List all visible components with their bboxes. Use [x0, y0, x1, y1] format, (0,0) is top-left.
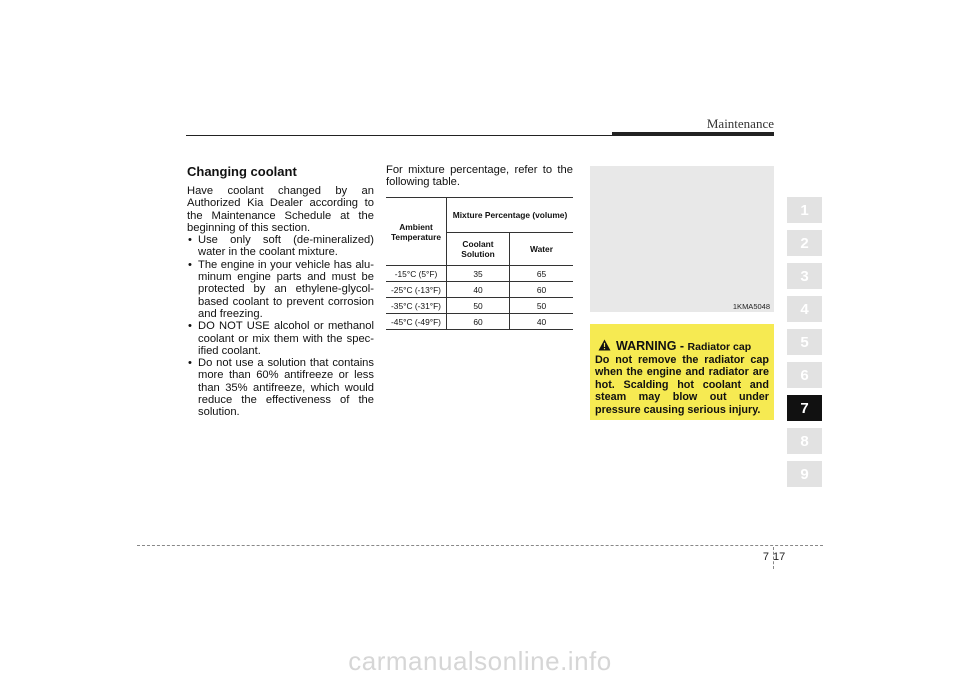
header-water: Water — [510, 233, 574, 266]
chapter-tab-1[interactable]: 1 — [787, 197, 822, 223]
coolant-mixture-table — [386, 197, 573, 330]
table-row — [386, 282, 573, 298]
cell-coolant: 35 — [447, 266, 510, 282]
bullet-dot: • — [188, 258, 192, 271]
page-index: 17 — [773, 551, 786, 563]
bullet-item — [187, 320, 374, 357]
header-mixture: Mixture Percentage (volume) — [447, 198, 574, 233]
chapter-tab-9[interactable]: 9 — [787, 461, 822, 487]
cell-temp: -45°C (-49°F) — [386, 314, 447, 330]
cell-temp: -25°C (-13°F) — [386, 282, 447, 298]
cell-water: 40 — [510, 314, 574, 330]
bullet-text: DO NOT USE alcohol or methanol coolant or mix them with the spec-ified coolant. — [198, 320, 374, 357]
chapter-tab-4[interactable]: 4 — [787, 296, 822, 322]
cell-water: 50 — [510, 298, 574, 314]
mixture-intro-block — [386, 164, 573, 189]
figure-illustration — [590, 166, 774, 312]
warning-word: WARNING — [616, 339, 677, 353]
warning-subtitle: Radiator cap — [687, 341, 752, 353]
bullet-item — [187, 234, 374, 259]
header-rule-accent — [612, 132, 774, 136]
cell-temp: -15°C (5°F) — [386, 266, 447, 282]
cell-water: 65 — [510, 266, 574, 282]
coolant-section — [187, 164, 374, 419]
bullet-item — [187, 259, 374, 320]
bullet-text: Use only soft (de-mineralized) water in the coolant mixture. — [198, 234, 374, 259]
chapter-tabs — [787, 197, 822, 494]
bullet-text: The engine in your vehicle has alu-minum engine parts and must be protected by an ethylene-glycol-based coolant to prevent corrosion and freezing. — [198, 258, 374, 320]
header-coolant: Coolant Solution — [447, 233, 510, 266]
bullet-item — [187, 357, 374, 418]
cell-temp: -35°C (-31°F) — [386, 298, 447, 314]
footer-rule — [137, 545, 823, 546]
chapter-tab-8[interactable]: 8 — [787, 428, 822, 454]
page-number — [757, 551, 785, 563]
table-row — [386, 266, 573, 282]
cell-water: 60 — [510, 282, 574, 298]
mixture-intro: For mixture percentage, refer to the following table. — [386, 164, 573, 189]
table-row — [386, 314, 573, 330]
page-header-title: Maintenance — [706, 116, 774, 131]
page-chapter: 7 — [762, 551, 769, 563]
warning-box — [590, 324, 774, 420]
section-title: Changing coolant — [187, 164, 297, 179]
cell-coolant: 60 — [447, 314, 510, 330]
chapter-tab-3[interactable]: 3 — [787, 263, 822, 289]
cell-coolant: 40 — [447, 282, 510, 298]
chapter-tab-2[interactable]: 2 — [787, 230, 822, 256]
chapter-tab-7[interactable]: 7 — [787, 395, 822, 421]
table-row — [386, 298, 573, 314]
bullet-list — [187, 234, 374, 418]
bullet-dot: • — [188, 234, 192, 247]
header-rule — [186, 135, 612, 136]
bullet-text: Do not use a solution that contains more than 60% antifreeze or less than 35% antifreeze, which would reduce the effectiveness of the solution. — [198, 357, 374, 419]
warning-dash: - — [676, 339, 688, 353]
bullet-dot: • — [188, 357, 192, 370]
bullet-dot: • — [188, 320, 192, 333]
warning-text: Do not remove the radiator cap when the engine and radiator are hot. Scalding hot coolant and steam may blow out under pressure causing serious injury. — [595, 354, 769, 416]
cell-coolant: 50 — [447, 298, 510, 314]
header-ambient: Ambient Temperature — [386, 198, 447, 266]
watermark: carmanualsonline.info — [348, 646, 612, 676]
section-paragraph: Have coolant changed by an Authorized Kia Dealer according to the Maintenance Schedule at the beginning of this section. — [187, 185, 374, 234]
table-header-row — [386, 198, 573, 233]
chapter-tab-5[interactable]: 5 — [787, 329, 822, 355]
chapter-tab-6[interactable]: 6 — [787, 362, 822, 388]
figure-label: 1KMA5048 — [732, 302, 770, 311]
